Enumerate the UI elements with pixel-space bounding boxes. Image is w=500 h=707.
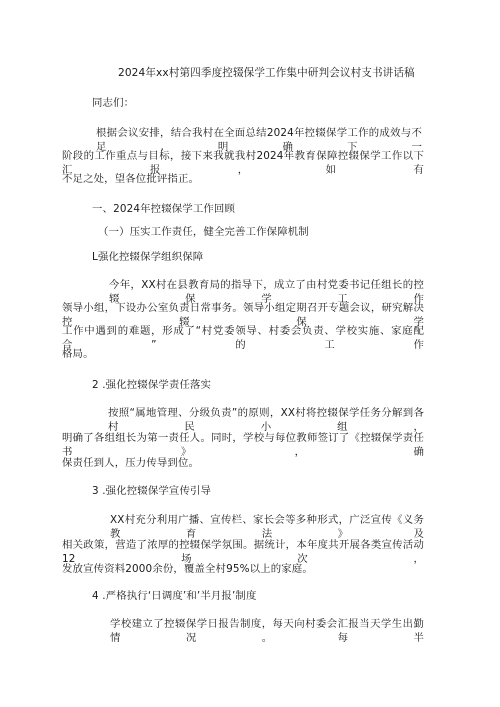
item-1-line-1: 今年，XX村在县教育局的指导下，成立了由村党委书记任组长的控辍保学工作 [109,279,424,305]
item-1-line-3: 工作中遇到的难题，形成了“村党委领导、村委会负责、学校实施、家庭配合”的工作 [62,325,424,351]
item-3-heading: 3 .强化控辍保学宣传引导 [92,485,212,497]
item-1-heading: L强化控辍保学组织保障 [92,251,204,263]
item-3-line-2: 相关政策，营造了浓厚的控辍保学氛围。据统计，本年度共开展各类宣传活动12场次， [62,539,424,565]
item-2-line-2: 明确了各组组长为第一责任人。同时，学校与每位教师签订了《控辍保学责任书》，确 [62,432,424,458]
item-4-heading: 4 .严格执行‘日调度’和’半月报’制度 [92,590,257,602]
document-title: 2024年xx村第四季度控辍保学工作集中研判会议村支书讲话稿 [118,67,415,79]
item-2-line-3: 保责任到人，压力传导到位。 [62,457,200,469]
item-2-line-1: 按照“属地管理、分级负责”的原则，XX村将控辍保学任务分解到各村民小组， [108,407,424,433]
intro-line-2: 阶段的工作重点与目标，接下来我就我村2024年教育保障控辍保学工作以下汇报，如有 [62,150,424,176]
item-2-heading: 2 .强化控辍保学责任落实 [92,379,212,391]
item-3-line-3: 发放宣传资料2000余份，覆盖全村95%以上的家庭。 [62,563,313,575]
greeting: 同志们： [92,97,135,109]
section-heading: 一、2024年控辍保学工作回顾 [92,203,235,215]
intro-line-1: 根据会议安排，结合我村在全面总结2024年控辍保学工作的成效与不足,明确下一 [96,127,422,153]
subsection-heading: （一）压实工作责任，健全完善工作保障机制 [98,226,309,238]
item-4-line-1: 学校建立了控辍保学日报告制度，每天向村委会汇报当天学生出勤情况。每半 [110,618,424,644]
item-3-line-1: XX村充分利用广播、宣传栏、家长会等多种形式，广泛宣传《义务教育法》及 [110,514,424,540]
item-1-line-4: 格局。 [62,348,94,360]
item-1-line-2: 领导小组，下设办公室负责日常事务。领导小组定期召开专题会议，研究解决控辍保学 [62,302,424,328]
intro-line-3: 不足之处，望各位批评指正。 [62,173,200,185]
